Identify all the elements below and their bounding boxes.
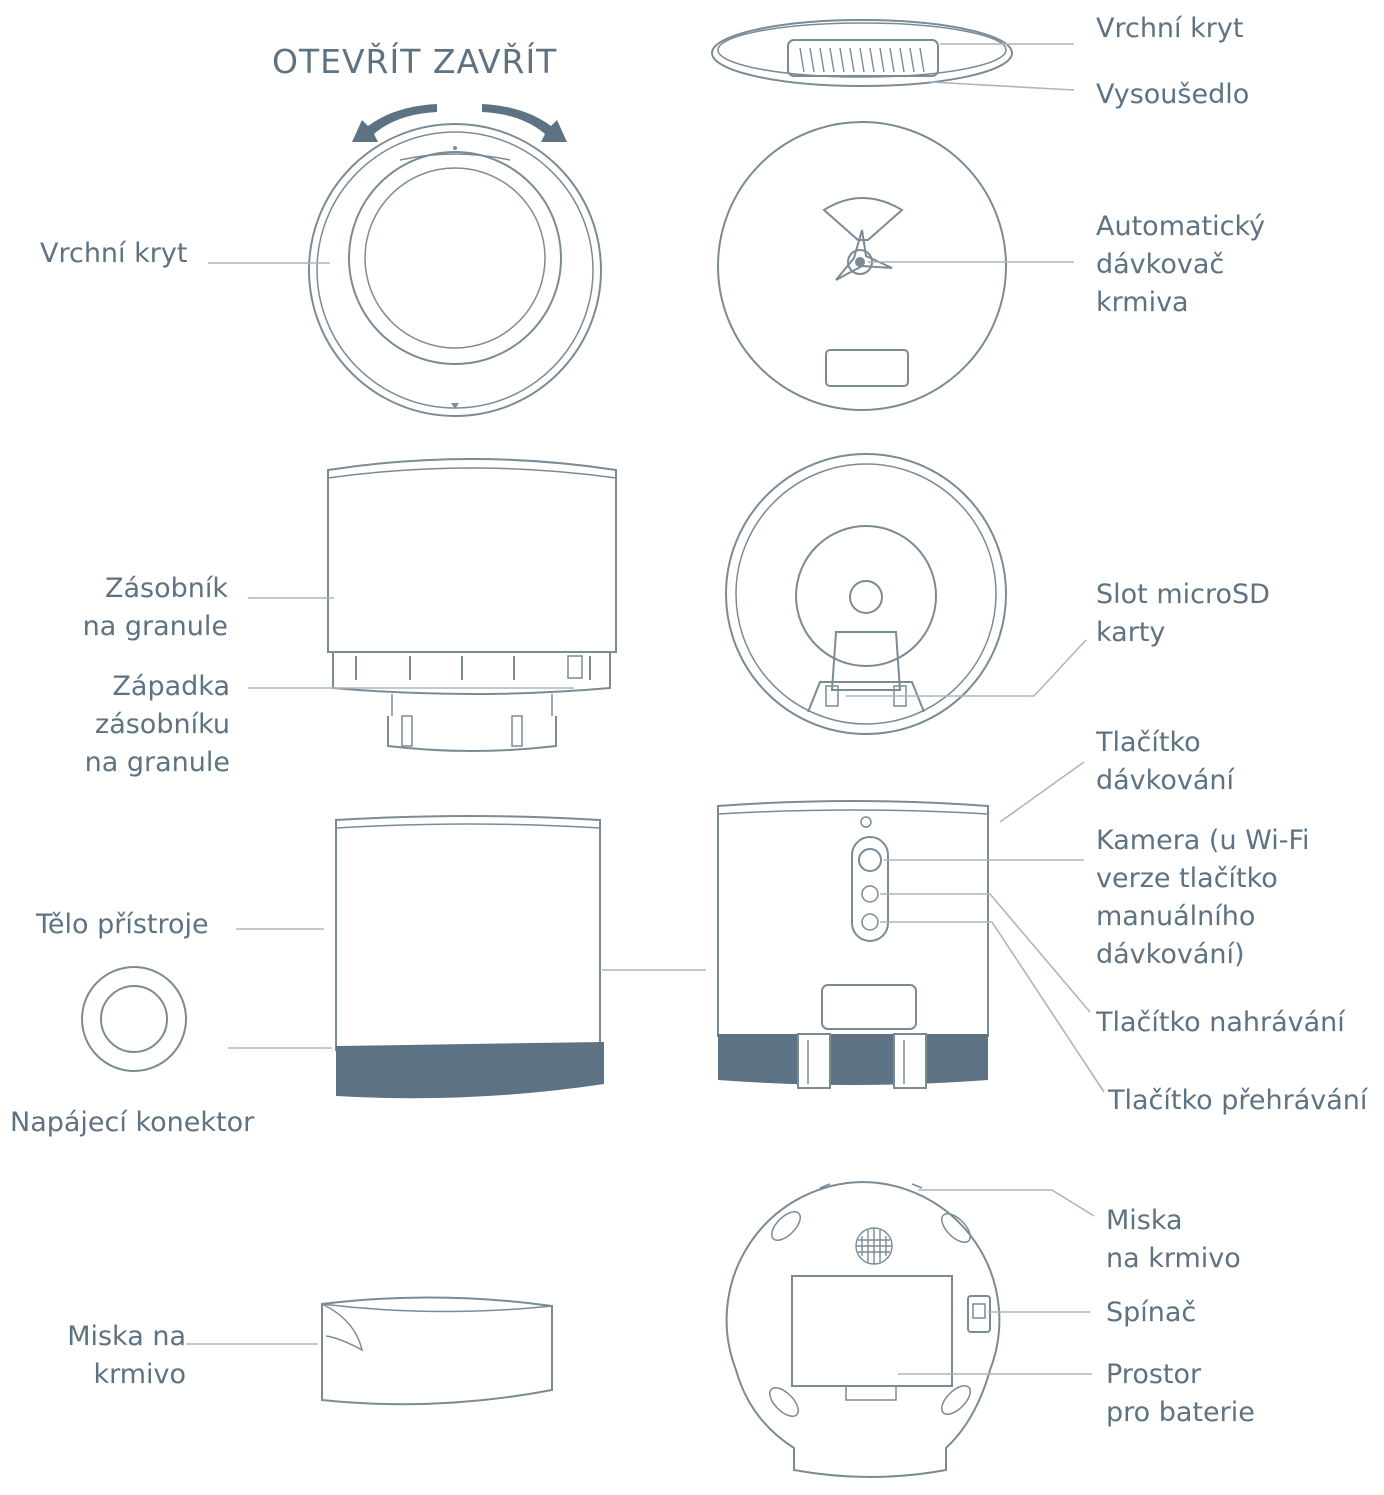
hopper-underside-drawing (726, 454, 1006, 734)
rotate-arrows-icon (352, 104, 567, 142)
main-body-front-drawing (718, 801, 988, 1088)
food-bowl-drawing (322, 1297, 552, 1404)
dispenser-drawing (718, 122, 1006, 410)
top-cover-side-drawing (712, 20, 1012, 86)
diagram-title: OTEVŘÍT ZAVŘÍT (272, 42, 558, 81)
label-body: Tělo přístroje (36, 909, 209, 940)
label-dispense-button: Tlačítko dávkování (1096, 727, 1234, 796)
label-desiccant: Vysoušedlo (1096, 79, 1250, 110)
main-body-drawing (336, 816, 604, 1098)
label-power-connector: Napájecí konektor (10, 1107, 255, 1138)
label-switch: Spínač (1106, 1297, 1197, 1328)
label-play-button: Tlačítko přehrávání (1108, 1085, 1368, 1116)
label-microsd-slot: Slot microSD karty (1096, 579, 1270, 648)
label-hopper: Zásobník na granule (82, 573, 228, 642)
label-camera: Kamera (u Wi-Fi verze tlačítko manuálního dávkování) (1096, 825, 1310, 970)
label-dispenser: Automatický dávkovač krmiva (1096, 211, 1266, 318)
label-food-bowl-right: Miska na krmivo (1106, 1205, 1241, 1274)
hopper-drawing (328, 459, 616, 751)
base-drawing (727, 1182, 1000, 1477)
label-top-cover-left: Vrchní kryt (40, 238, 188, 269)
power-connector-icon (82, 967, 186, 1071)
label-record-button: Tlačítko nahrávání (1096, 1007, 1345, 1038)
base-feet (765, 1207, 975, 1421)
speaker-grille (856, 1228, 892, 1264)
top-cover-drawing (309, 124, 601, 416)
label-battery-compartment: Prostor pro baterie (1106, 1359, 1255, 1428)
label-food-bowl-left: Miska na krmivo (67, 1321, 186, 1390)
leader-lines (186, 44, 1104, 1374)
label-hopper-latch: Západka zásobníku na granule (84, 671, 230, 778)
label-top-cover-right: Vrchní kryt (1096, 13, 1244, 44)
